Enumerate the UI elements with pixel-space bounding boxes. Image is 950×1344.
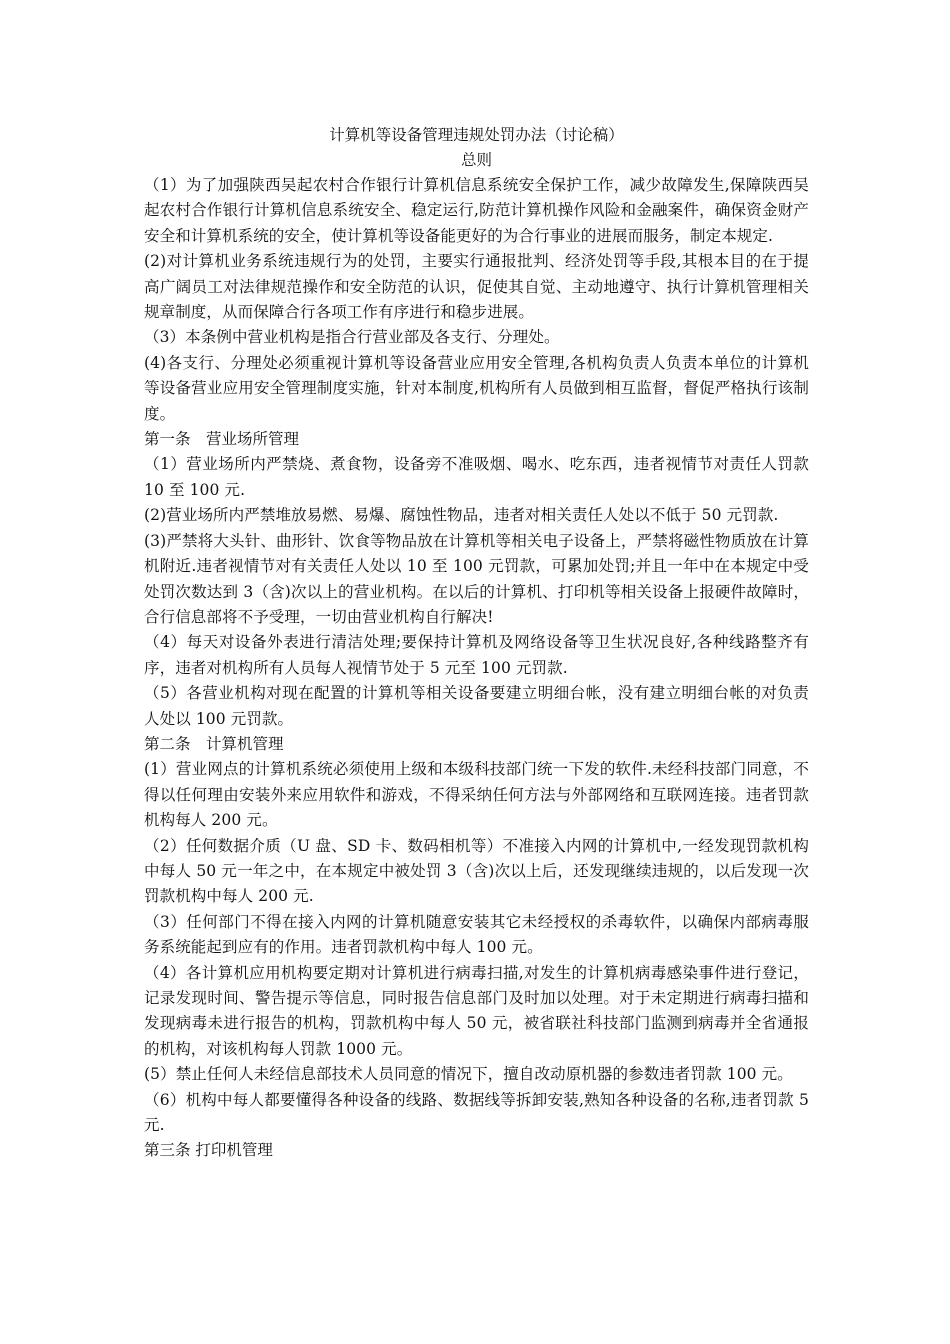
general-paragraph-4: (4)各支行、分理处必须重视计算机等设备营业应用安全管理,各机构负责人负责本单位的计算机等设备营业应用安全管理制度实施，针对本制度,机构所有人员做到相互监督，督促严格执行该制度。 — [144, 353, 809, 423]
article-2-heading: 第二条 计算机管理 — [144, 734, 284, 753]
article-2-item-3: （3）任何部门不得在接入内网的计算机随意安装其它未经授权的杀毒软件，以确保内部病毒服务系统能起到应有的作用。违者罚款机构中每人 100 元。 — [144, 912, 809, 957]
document-title: 计算机等设备管理违规处罚办法（讨论稿） — [329, 126, 624, 144]
article-2-item-2: （2）任何数据介质（U 盘、SD 卡、数码相机等）不准接入内网的计算机中,一经发现罚款机构中每人 50 元一年之中，在本规定中被处罚 3（含)次以上后，还发现继续违规的，以后发现一次罚款机构中每人 200 元. — [144, 836, 809, 906]
article-1-item-3: (3)严禁将大头针、曲形针、饮食等物品放在计算机等相关电子设备上，严禁将磁性物质放在计算机附近.违者视情节对有关责任人处以 10 至 100 元罚款，可累加处罚;并且一年中在本规定中受处罚次数达到 3（含)次以上的营业机构。在以后的计算机、打印机等相关设备上报硬件故障时，合行信息部将不予受理，一切由营业机构自行解决! — [144, 531, 809, 626]
article-2-item-6: （6）机构中每人都要懂得各种设备的线路、数据线等拆卸安装,熟知各种设备的名称,违者罚款 5 元. — [144, 1090, 809, 1135]
article-1-item-4: （4）每天对设备外表进行清洁处理;要保持计算机及网络设备等卫生状况良好,各种线路整齐有序，违者对机构所有人员每人视情节处于 5 元至 100 元罚款. — [144, 633, 809, 677]
article-1-item-5: （5）各营业机构对现在配置的计算机等相关设备要建立明细台帐，没有建立明细台帐的对负责人处以 100 元罚款。 — [144, 684, 809, 728]
general-paragraph-2: (2)对计算机业务系统违规行为的处罚，主要实行通报批判、经济处罚等手段,其根本目的在于提高广阔员工对法律规范操作和安全防范的认识，促使其自觉、主动地遵守、执行计算机管理相关规章制度，从而保障合行各项工作有序进行和稳步进展。 — [144, 252, 809, 322]
document-page — [144, 120, 809, 1164]
article-3-heading: 第三条 打印机管理 — [144, 1141, 273, 1160]
article-1-item-2: (2)营业场所内严禁堆放易燃、易爆、腐蚀性物品，违者对相关责任人处以不低于 50 元罚款. — [144, 506, 779, 525]
section-general-heading: 总则 — [460, 151, 492, 169]
general-paragraph-3: （3）本条例中营业机构是指合行营业部及各支行、分理处。 — [144, 328, 560, 347]
article-2-item-4: （4）各计算机应用机构要定期对计算机进行病毒扫描,对发生的计算机病毒感染事件进行登记，记录发现时间、警告提示等信息，同时报告信息部门及时加以处理。对于未定期进行病毒扫描和发现病毒未进行报告的机构，罚款机构中每人 50 元，被省联社科技部门监测到病毒并全省通报的机构，对该机构每人罚款 1000 元。 — [144, 963, 809, 1058]
article-2-item-1: (1）营业网点的计算机系统必须使用上级和本级科技部门统一下发的软件.未经科技部门同意，不得以任何理由安装外来应用软件和游戏，不得采纳任何方法与外部网络和互联网连接。违者罚款机构每人 200 元。 — [144, 760, 809, 830]
article-2-item-5: (5）禁止任何人未经信息部技术人员同意的情况下，擅自改动原机器的参数违者罚款 100 元。 — [144, 1065, 793, 1084]
general-paragraph-1: （1）为了加强陕西吴起农村合作银行计算机信息系统安全保护工作，减少故障发生,保障陕西吴起农村合作银行计算机信息系统安全、稳定运行,防范计算机操作风险和金融案件，确保资金财产安全和计算机系统的安全，使计算机等设备能更好的为合行事业的进展而服务，制定本规定. — [144, 176, 809, 245]
article-1-item-1: （1）营业场所内严禁烧、煮食物，设备旁不准吸烟、喝水、吃东西，违者视情节对责任人罚款 10 至 100 元. — [144, 455, 809, 499]
article-1-heading: 第一条 营业场所管理 — [144, 430, 300, 449]
